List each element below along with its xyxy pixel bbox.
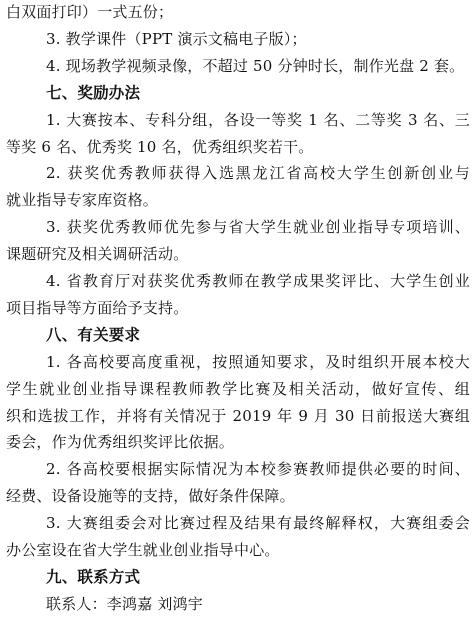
text-line: 项目指导等方面给予支持。: [6, 298, 189, 317]
section-heading: 八、有关要求: [46, 325, 141, 344]
text-line: 2. 获奖优秀教师获得入选黑龙江省高校大学生创新创业与: [46, 164, 470, 183]
text-line: 2. 各高校要根据实际情况为本校参赛教师提供必要的时间、: [46, 460, 470, 479]
contact-line: 联系人：李鸿嘉 刘鸿宇: [46, 594, 203, 613]
text-line: 1. 大赛按本、专科分组，各设一等奖 1 名、二等奖 3 名、三: [46, 110, 470, 129]
text-line: 3. 大赛组委会对比赛过程及结果有最终解释权，大赛组委会: [46, 514, 470, 533]
text-line: 4. 现场教学视频录像，不超过 50 分钟时长，制作光盘 2 套。: [46, 56, 465, 75]
text-line: 4. 省教育厅对获奖优秀教师在教学成果奖评比、大学生创业: [46, 272, 470, 290]
text-line: 3. 获奖优秀教师优先参与省大学生就业创业指导专项培训、: [46, 218, 470, 237]
text-line: 3. 教学课件（PPT 演示文稿电子版）；: [46, 29, 307, 48]
text-line: 织和选拔工作，并将有关情况于 2019 年 9 月 30 日前报送大赛组: [6, 406, 470, 425]
text-line: 办公室设在省大学生就业创业指导中心。: [6, 541, 280, 559]
section-heading: 七、奖励办法: [46, 83, 141, 102]
text-line: 课题研究及相关调研活动。: [6, 245, 189, 264]
text-line: 经费、设备设施等的支持，做好条件保障。: [6, 487, 295, 506]
text-line: 就业指导专家库资格。: [6, 191, 159, 210]
text-line: 学生就业创业指导课程教师教学比赛及相关活动，做好宣传、组: [6, 379, 470, 398]
section-heading: 九、联系方式: [46, 567, 141, 586]
text-line: 白双面打印）一式五份；: [6, 3, 174, 21]
text-line: 1. 各高校要高度重视，按照通知要求，及时组织开展本校大: [46, 352, 470, 371]
text-line: 委会，作为优秀组织奖评比依据。: [6, 433, 235, 452]
text-line: 等奖 6 名、优秀奖 10 名，优秀组织奖若干。: [6, 137, 314, 156]
